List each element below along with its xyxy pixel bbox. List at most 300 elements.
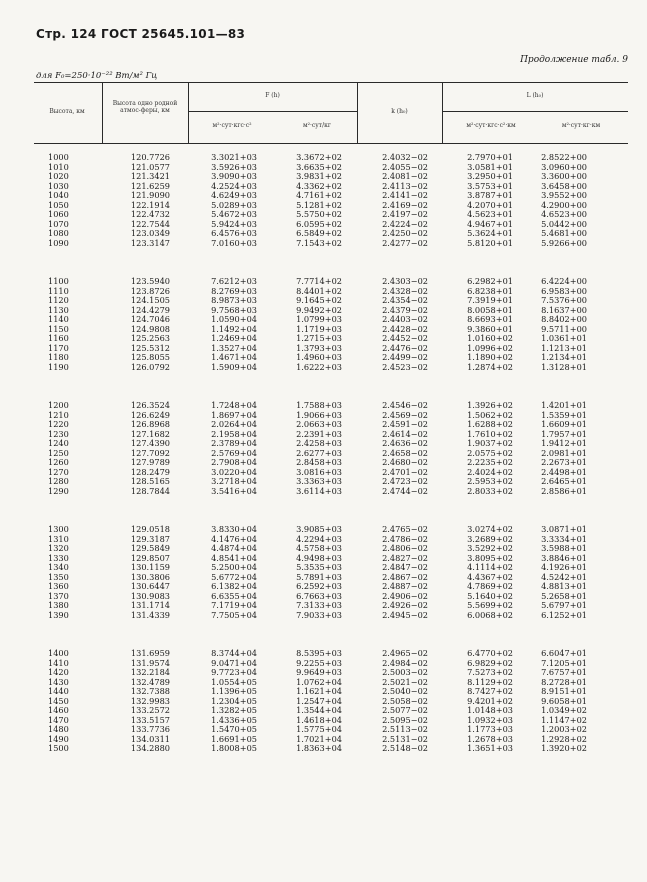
header-mid-rule-f	[188, 111, 357, 112]
table-cell: 8.1129+02	[467, 676, 513, 687]
table-row	[0, 744, 647, 754]
table-body	[0, 153, 647, 773]
table-row	[0, 487, 647, 497]
row-block-1100	[0, 153, 647, 277]
table-cell: 1.3527+04	[211, 342, 257, 353]
table-cell: 7.1543+02	[296, 237, 342, 248]
table-cell: 2.5113−02	[382, 724, 428, 734]
table-cell: 7.7714+02	[296, 276, 342, 286]
table-cell: 4.9498+03	[296, 552, 342, 563]
table-cell: 3.6114+03	[296, 485, 342, 496]
table-cell: 1.0349+02	[541, 705, 587, 715]
table-cell: 124.1505	[130, 295, 170, 305]
table-cell: 9.1645+02	[296, 295, 342, 305]
header-k: k (h₀)	[391, 108, 408, 115]
table-cell: 3.5292+02	[467, 543, 513, 553]
table-condition: для F₀=250·10⁻²² Вт/м² Гц	[36, 71, 158, 81]
table-cell: 2.4680−02	[382, 457, 428, 467]
table-cell: 1.9412+01	[541, 438, 587, 448]
table-cell: 1460	[48, 705, 69, 715]
table-cell: 129.0518	[130, 524, 170, 534]
table-cell: 5.1640+02	[467, 590, 513, 601]
table-cell: 5.5750+02	[296, 209, 342, 219]
table-cell: 3.0274+02	[467, 524, 513, 534]
table-cell: 3.0816+03	[296, 466, 342, 477]
table-cell: 1290	[48, 485, 69, 496]
table-cell: 9.2255+03	[296, 657, 342, 668]
table-cell: 121.0577	[130, 161, 170, 172]
table-cell: 1350	[48, 571, 69, 582]
table-cell: 3.0871+01	[541, 524, 587, 534]
table-cell: 9.9492+02	[296, 304, 342, 315]
table-cell: 5.1281+02	[296, 199, 342, 210]
table-cell: 3.5416+04	[211, 485, 257, 496]
table-cell: 5.2500+04	[211, 562, 257, 572]
table-cell: 1240	[48, 438, 69, 448]
table-cell: 126.3524	[130, 400, 170, 410]
table-cell: 2.0575+02	[467, 447, 513, 458]
table-cell: 5.7891+03	[296, 571, 342, 582]
table-cell: 131.4339	[130, 609, 170, 620]
table-cell: 6.6047+01	[541, 648, 587, 658]
table-cell: 1430	[48, 676, 69, 687]
table-cell: 133.2572	[130, 705, 170, 715]
table-cell: 1.0148+03	[467, 705, 513, 715]
table-cell: 1.2469+04	[211, 333, 257, 343]
table-cell: 1140	[48, 314, 69, 324]
table-cell: 132.9983	[130, 695, 170, 706]
table-cell: 2.4354−02	[382, 295, 428, 305]
table-cell: 6.5849+02	[296, 228, 342, 238]
table-cell: 2.4197−02	[382, 209, 428, 219]
table-cell: 1440	[48, 686, 69, 696]
table-cell: 3.3021+03	[211, 152, 257, 162]
table-cell: 126.8968	[130, 419, 170, 429]
table-cell: 1.4201+01	[541, 400, 587, 410]
table-cell: 5.4681+00	[541, 228, 587, 238]
table-cell: 2.4403−02	[382, 314, 428, 324]
table-cell: 1320	[48, 543, 69, 553]
table-cell: 1390	[48, 609, 69, 620]
table-cell: 1.5359+01	[541, 409, 587, 420]
table-cell: 1.2874+02	[467, 361, 513, 372]
table-cell: 2.4765−02	[382, 524, 428, 534]
table-cell: 3.5753+01	[467, 180, 513, 191]
table-cell: 9.7723+04	[211, 667, 257, 677]
table-cell: 2.4328−02	[382, 285, 428, 296]
table-cell: 8.7427+02	[467, 686, 513, 696]
table-cell: 2.4258+03	[296, 438, 342, 448]
table-cell: 7.3133+03	[296, 600, 342, 610]
table-cell: 2.4452−02	[382, 333, 428, 343]
page-header: Стр. 124 ГОСТ 25645.101—83	[36, 27, 246, 41]
table-cell: 3.3600+00	[541, 171, 587, 181]
table-cell: 9.5711+00	[541, 323, 587, 334]
table-cell: 1.1719+03	[296, 323, 342, 334]
table-cell: 7.7505+04	[211, 609, 257, 620]
table-cell: 4.6249+03	[211, 190, 257, 200]
table-cell: 6.8238+01	[467, 285, 513, 296]
table-cell: 1500	[48, 743, 69, 753]
table-cell: 2.6277+03	[296, 447, 342, 458]
table-cell: 2.4984−02	[382, 657, 428, 668]
table-cell: 6.2592+03	[296, 581, 342, 591]
table-cell: 5.3535+03	[296, 562, 342, 572]
table-cell: 3.9085+03	[296, 524, 342, 534]
table-cell: 1.0361+01	[541, 333, 587, 343]
table-row	[0, 611, 647, 621]
table-cell: 2.4847−02	[382, 562, 428, 572]
table-cell: 1.1773+03	[467, 724, 513, 734]
table-cell: 4.5758+03	[296, 543, 342, 553]
table-cell: 123.0349	[130, 228, 170, 238]
table-cell: 1490	[48, 733, 69, 744]
table-cell: 122.4732	[130, 209, 170, 219]
table-cell: 5.0442+00	[541, 218, 587, 229]
table-cell: 2.3789+04	[211, 438, 257, 448]
table-cell: 3.3363+03	[296, 476, 342, 486]
table-cell: 3.8095+02	[467, 552, 513, 563]
table-cell: 5.4672+03	[211, 209, 257, 219]
table-cell: 3.6635+02	[296, 161, 342, 172]
table-cell: 1250	[48, 447, 69, 458]
row-block-1290	[0, 401, 647, 525]
table-cell: 2.7970+01	[467, 152, 513, 162]
header-homogeneous-height: Высота одно родной атмос-феры, км	[112, 100, 178, 114]
header-top-rule	[34, 82, 628, 83]
table-cell: 1000	[48, 152, 69, 162]
table-cell: 127.1682	[130, 428, 170, 439]
table-cell: 8.0058+01	[467, 304, 513, 315]
table-cell: 8.2728+01	[541, 676, 587, 687]
table-cell: 1230	[48, 428, 69, 439]
table-cell: 8.4401+02	[296, 285, 342, 296]
table-cell: 2.5021−02	[382, 676, 428, 687]
table-cell: 2.5095−02	[382, 714, 428, 725]
table-cell: 1270	[48, 466, 69, 477]
row-block-1500	[0, 649, 647, 773]
table-cell: 1210	[48, 409, 69, 420]
table-cell: 1300	[48, 524, 69, 534]
table-cell: 2.5077−02	[382, 705, 428, 715]
table-cell: 1.0160+02	[467, 333, 513, 343]
table-cell: 1370	[48, 590, 69, 601]
table-cell: 1130	[48, 304, 69, 315]
table-cell: 1.0590+04	[211, 314, 257, 324]
table-cell: 120.7726	[130, 152, 170, 162]
table-cell: 1.8363+04	[296, 743, 342, 753]
table-cell: 132.2184	[130, 667, 170, 677]
table-cell: 2.5058−02	[382, 695, 428, 706]
table-cell: 6.2982+01	[467, 276, 513, 286]
table-cell: 4.2070+01	[467, 199, 513, 210]
table-cell: 8.9873+03	[211, 295, 257, 305]
table-cell: 4.7869+02	[467, 581, 513, 591]
table-cell: 1410	[48, 657, 69, 668]
header-mid-rule-l	[442, 111, 628, 112]
table-cell: 4.8813+01	[541, 581, 587, 591]
table-cell: 126.0792	[130, 361, 170, 372]
table-cell: 123.8726	[130, 285, 170, 296]
table-cell: 9.4201+02	[467, 695, 513, 706]
table-cell: 1.4618+04	[296, 714, 342, 725]
table-cell: 131.9574	[130, 657, 170, 668]
table-cell: 4.5623+01	[467, 209, 513, 219]
table-cell: 1190	[48, 361, 69, 372]
table-cell: 129.3187	[130, 533, 170, 544]
table-cell: 127.4390	[130, 438, 170, 448]
table-cell: 3.9090+03	[211, 171, 257, 181]
table-cell: 1.6288+02	[467, 419, 513, 429]
table-cell: 1.2304+05	[211, 695, 257, 706]
table-cell: 1.0762+04	[296, 676, 342, 687]
table-cell: 2.5148−02	[382, 743, 428, 753]
table-cell: 2.4636−02	[382, 438, 428, 448]
table-cell: 4.3362+02	[296, 180, 342, 191]
table-cell: 122.1914	[130, 199, 170, 210]
table-cell: 3.2718+04	[211, 476, 257, 486]
table-cell: 5.6772+04	[211, 571, 257, 582]
table-cell: 4.8541+04	[211, 552, 257, 563]
table-cell: 1.1621+04	[296, 686, 342, 696]
table-cell: 3.3334+01	[541, 533, 587, 544]
table-cell: 2.2391+03	[296, 428, 342, 439]
table-cell: 2.0264+04	[211, 419, 257, 429]
table-cell: 2.4926−02	[382, 600, 428, 610]
table-cell: 2.4476−02	[382, 342, 428, 353]
header-l-unit1: м²·сут·кгс·с²·км	[466, 122, 516, 129]
table-cell: 5.8120+01	[467, 237, 513, 248]
table-cell: 1110	[48, 285, 69, 296]
table-cell: 9.9649+03	[296, 667, 342, 677]
table-cell: 1.2003+02	[541, 724, 587, 734]
table-cell: 1010	[48, 161, 69, 172]
table-cell: 2.4024+02	[467, 466, 513, 477]
table-cell: 1330	[48, 552, 69, 563]
table-cell: 5.9266+00	[541, 237, 587, 248]
table-cell: 7.5376+00	[541, 295, 587, 305]
table-cell: 1100	[48, 276, 69, 286]
table-cell: 4.5242+01	[541, 571, 587, 582]
table-cell: 7.6212+03	[211, 276, 257, 286]
table-cell: 1.7248+04	[211, 400, 257, 410]
table-cell: 3.2950+01	[467, 171, 513, 181]
table-cell: 2.4141−02	[382, 190, 428, 200]
table-cell: 6.0068+02	[467, 609, 513, 620]
table-cell: 2.4303−02	[382, 276, 428, 286]
table-cell: 125.2563	[130, 333, 170, 343]
table-cell: 129.5849	[130, 543, 170, 553]
table-cell: 5.6797+01	[541, 600, 587, 610]
table-cell: 1030	[48, 180, 69, 191]
table-cell: 125.8055	[130, 352, 170, 362]
table-cell: 1170	[48, 342, 69, 353]
table-cell: 128.5165	[130, 476, 170, 486]
table-cell: 125.5312	[130, 342, 170, 353]
table-cell: 129.8507	[130, 552, 170, 563]
table-cell: 2.4224−02	[382, 218, 428, 229]
table-cell: 3.8846+01	[541, 552, 587, 563]
table-cell: 2.2673+01	[541, 457, 587, 467]
table-row	[0, 239, 647, 249]
table-cell: 1020	[48, 171, 69, 181]
table-cell: 8.3744+04	[211, 648, 257, 658]
header-f-unit1: м²·сут·кгс·с²	[212, 122, 252, 129]
table-cell: 1340	[48, 562, 69, 572]
table-cell: 7.6757+01	[541, 667, 587, 677]
table-cell: 1.8008+05	[211, 743, 257, 753]
table-cell: 2.8522+00	[541, 152, 587, 162]
table-cell: 9.3860+01	[467, 323, 513, 334]
table-cell: 1220	[48, 419, 69, 429]
table-cell: 9.6058+01	[541, 695, 587, 706]
table-cell: 2.0981+01	[541, 447, 587, 458]
row-block-1190	[0, 277, 647, 401]
table-cell: 2.6465+01	[541, 476, 587, 486]
table-cell: 123.5940	[130, 276, 170, 286]
table-cell: 132.7388	[130, 686, 170, 696]
table-cell: 2.4945−02	[382, 609, 428, 620]
table-cell: 3.0581+01	[467, 161, 513, 172]
table-cell: 5.2658+01	[541, 590, 587, 601]
table-cell: 3.3672+02	[296, 152, 342, 162]
table-cell: 1.7957+01	[541, 428, 587, 439]
table-cell: 4.2524+03	[211, 180, 257, 191]
table-cell: 1.7021+04	[296, 733, 342, 744]
table-cell: 7.0160+03	[211, 237, 257, 248]
table-cell: 1060	[48, 209, 69, 219]
table-cell: 4.4874+04	[211, 543, 257, 553]
table-cell: 1.1492+04	[211, 323, 257, 334]
header-f: F (h)	[265, 92, 280, 99]
table-cell: 8.5395+03	[296, 648, 342, 658]
table-cell: 2.4523−02	[382, 361, 428, 372]
table-cell: 3.5926+03	[211, 161, 257, 172]
table-cell: 6.1252+01	[541, 609, 587, 620]
table-cell: 7.5273+02	[467, 667, 513, 677]
table-cell: 2.4055−02	[382, 161, 428, 172]
table-cell: 121.9090	[130, 190, 170, 200]
table-cell: 1.8697+04	[211, 409, 257, 420]
table-cell: 2.4723−02	[382, 476, 428, 486]
table-cell: 5.0289+03	[211, 199, 257, 210]
table-cell: 122.7544	[130, 218, 170, 229]
table-cell: 1.0996+02	[467, 342, 513, 353]
table-cell: 2.4887−02	[382, 581, 428, 591]
table-cell: 4.7161+02	[296, 190, 342, 200]
table-cell: 1.3926+02	[467, 400, 513, 410]
table-cell: 1120	[48, 295, 69, 305]
table-cell: 130.3806	[130, 571, 170, 582]
table-cell: 2.7908+04	[211, 457, 257, 467]
table-cell: 1.1396+05	[211, 686, 257, 696]
table-cell: 3.2689+02	[467, 533, 513, 544]
table-cell: 2.4498+01	[541, 466, 587, 477]
table-cell: 5.9424+03	[211, 218, 257, 229]
table-cell: 1.3544+04	[296, 705, 342, 715]
table-cell: 1050	[48, 199, 69, 210]
table-cell: 3.9831+02	[296, 171, 342, 181]
table-cell: 2.4499−02	[382, 352, 428, 362]
header-f-unit2: м²·сут/кг	[302, 122, 332, 129]
table-cell: 1.4336+05	[211, 714, 257, 725]
table-cell: 8.9151+01	[541, 686, 587, 696]
table-cell: 3.8330+04	[211, 524, 257, 534]
table-cell: 1.5909+04	[211, 361, 257, 372]
table-cell: 2.4081−02	[382, 171, 428, 181]
table-cell: 4.4367+02	[467, 571, 513, 582]
table-cell: 1.3128+01	[541, 361, 587, 372]
table-cell: 2.4428−02	[382, 323, 428, 334]
table-cell: 1380	[48, 600, 69, 610]
table-cell: 2.4379−02	[382, 304, 428, 315]
table-cell: 130.1159	[130, 562, 170, 572]
table-cell: 1450	[48, 695, 69, 706]
table-cell: 2.1958+04	[211, 428, 257, 439]
table-cell: 133.5157	[130, 714, 170, 725]
header-bottom-rule	[34, 143, 628, 144]
table-cell: 1.9037+02	[467, 438, 513, 448]
table-cell: 8.6693+01	[467, 314, 513, 324]
table-cell: 1420	[48, 667, 69, 677]
table-cell: 9.7568+03	[211, 304, 257, 315]
table-cell: 2.4867−02	[382, 571, 428, 582]
table-cell: 5.3624+01	[467, 228, 513, 238]
table-cell: 130.9083	[130, 590, 170, 601]
table-cell: 133.7736	[130, 724, 170, 734]
table-cell: 8.1637+00	[541, 304, 587, 315]
table-cell: 4.9467+01	[467, 218, 513, 229]
table-row	[0, 363, 647, 373]
table-cell: 2.4569−02	[382, 409, 428, 420]
table-cell: 2.4591−02	[382, 419, 428, 429]
table-cell: 1.5470+05	[211, 724, 257, 734]
table-cell: 1090	[48, 237, 69, 248]
table-cell: 1160	[48, 333, 69, 343]
table-cell: 1.0554+05	[211, 676, 257, 687]
table-cell: 2.0663+03	[296, 419, 342, 429]
table-cell: 126.6249	[130, 409, 170, 420]
table-cell: 1.2928+02	[541, 733, 587, 744]
table-cell: 1.3651+03	[467, 743, 513, 753]
table-cell: 2.8458+03	[296, 457, 342, 467]
table-cell: 2.5131−02	[382, 733, 428, 744]
table-cell: 2.4965−02	[382, 648, 428, 658]
row-block-1390	[0, 525, 647, 649]
table-cell: 3.0220+04	[211, 466, 257, 477]
table-cell: 2.4032−02	[382, 152, 428, 162]
continuation-note: Продолжение табл. 9	[520, 55, 628, 65]
table-cell: 6.1382+04	[211, 581, 257, 591]
table-cell: 1.3793+03	[296, 342, 342, 353]
table-cell: 3.8787+01	[467, 190, 513, 200]
table-cell: 2.4806−02	[382, 543, 428, 553]
table-cell: 1.2678+03	[467, 733, 513, 744]
table-cell: 121.6259	[130, 180, 170, 191]
table-cell: 6.4224+00	[541, 276, 587, 286]
table-cell: 7.9033+03	[296, 609, 342, 620]
table-cell: 1070	[48, 218, 69, 229]
table-cell: 1480	[48, 724, 69, 734]
table-cell: 134.2880	[130, 743, 170, 753]
table-cell: 4.1476+04	[211, 533, 257, 544]
table-cell: 2.4250−02	[382, 228, 428, 238]
table-cell: 6.4576+03	[211, 228, 257, 238]
table-cell: 1.3920+02	[541, 743, 587, 753]
table-cell: 1040	[48, 190, 69, 200]
table-cell: 1280	[48, 476, 69, 486]
table-cell: 2.4169−02	[382, 199, 428, 210]
